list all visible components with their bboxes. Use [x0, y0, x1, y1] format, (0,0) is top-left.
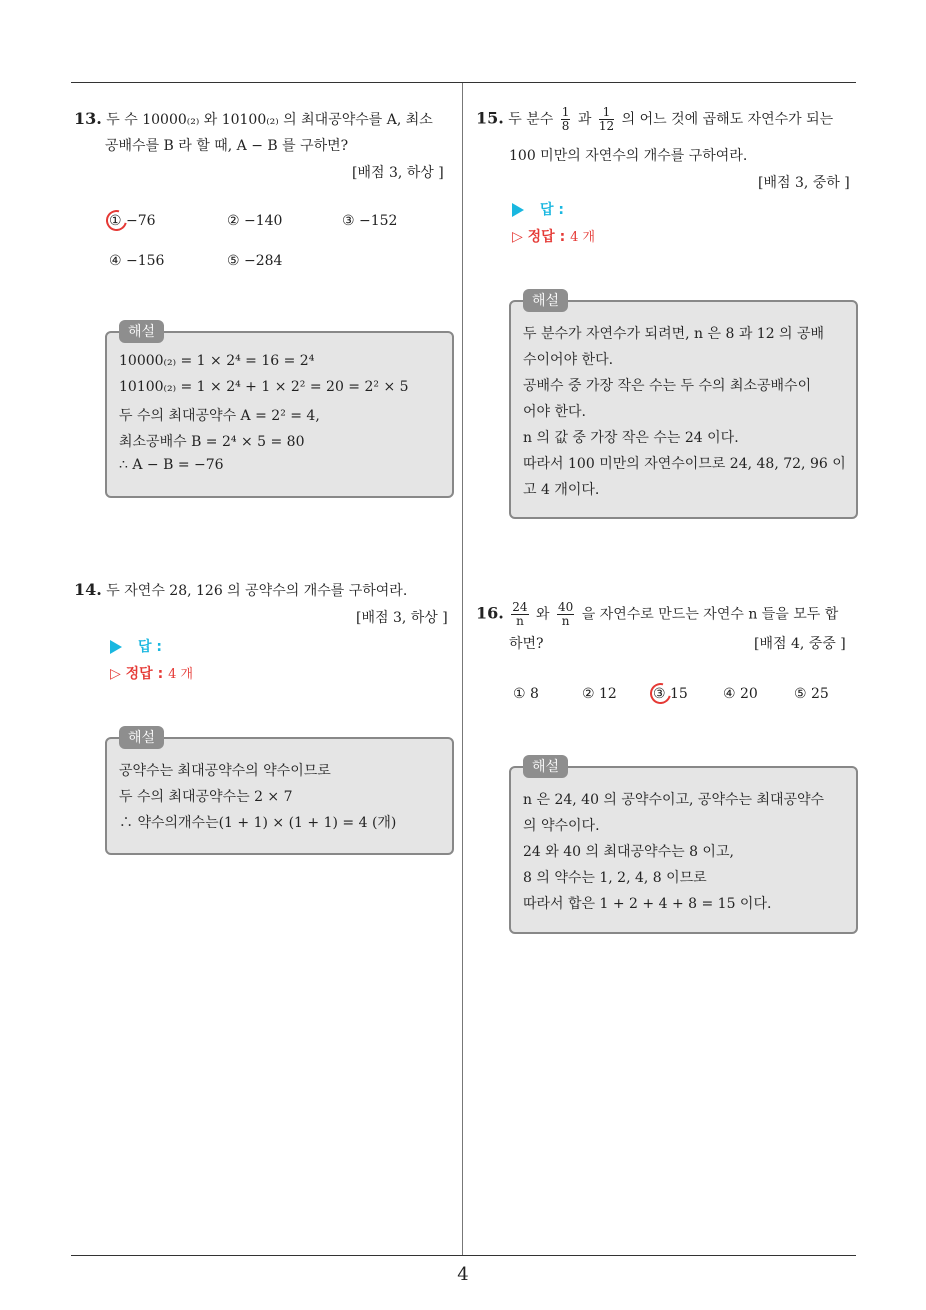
question-text: 을 자연수로 만드는 자연수 n 들을 모두 합 [581, 606, 839, 623]
choice-4[interactable]: ④ −156 [109, 253, 165, 269]
choice-5[interactable]: ⑤ 25 [794, 686, 829, 702]
answer-mark-circle [646, 679, 675, 708]
outline-triangle-icon: ▷ [512, 229, 523, 245]
choice-3[interactable]: ③ 15 [653, 686, 688, 702]
fraction: $\frac{40}{n}$ [558, 600, 574, 628]
score-label: [배점 3, 하상 ] [352, 165, 444, 181]
fraction: $\frac{1}{12}$ [598, 105, 615, 133]
bottom-rule [71, 1255, 856, 1256]
answer-mark-circle [102, 206, 131, 235]
answer-label: 답 : [540, 202, 564, 218]
answer-row[interactable] [110, 636, 162, 656]
correct-answer-row [512, 226, 595, 246]
solution-line: 10100₍₂₎ = 1 × 2⁴ + 1 × 2² = 20 = 2² × 5 [119, 379, 409, 395]
score-label: [배점 3, 하상 ] [356, 610, 448, 626]
solution-box [105, 331, 454, 498]
solution-line: 공약수는 최대공약수의 약수이므로 [119, 763, 331, 779]
question-15-line1 [476, 106, 833, 133]
question-13-line1 [74, 109, 433, 129]
correct-answer-row [110, 663, 193, 683]
solution-line: 24 와 40 의 최대공약수는 8 이고, [523, 844, 734, 860]
fraction: $\frac{1}{8}$ [561, 105, 570, 133]
answer-row[interactable] [512, 199, 564, 219]
question-number: 14. [74, 580, 102, 599]
column-divider [462, 83, 463, 1255]
play-triangle-icon [110, 640, 122, 654]
solution-tag: 해설 [523, 755, 568, 778]
score-label: [배점 3, 중하 ] [758, 175, 850, 191]
top-rule [71, 82, 856, 83]
question-16-line2: 하면? [509, 636, 544, 652]
fraction: $\frac{24}{n}$ [512, 600, 528, 628]
correct-value: 4 개 [570, 230, 596, 245]
question-text: 두 자연수 28, 126 의 공약수의 개수를 구하여라. [106, 583, 408, 599]
solution-line: 따라서 합은 1 + 2 + 4 + 8 = 15 이다. [523, 896, 772, 912]
question-text: 과 [577, 111, 592, 128]
question-number: 15. [476, 108, 504, 128]
solution-line: 10000₍₂₎ = 1 × 2⁴ = 16 = 2⁴ [119, 353, 315, 369]
question-text: 두 분수 [508, 111, 554, 128]
question-13-line2: 공배수를 B 라 할 때, A − B 를 구하면? [105, 138, 349, 154]
choice-1[interactable]: ① 8 [513, 686, 539, 702]
choice-2[interactable]: ② 12 [582, 686, 617, 702]
solution-line: 수이어야 한다. [523, 352, 614, 368]
play-triangle-icon [512, 203, 524, 217]
question-text: 와 [536, 606, 550, 623]
question-15-line2: 100 미만의 자연수의 개수를 구하여라. [509, 148, 748, 164]
question-text: 의 어느 것에 곱해도 자연수가 되는 [621, 111, 834, 128]
solution-box [509, 300, 858, 519]
solution-line: 두 수의 최대공약수 A = 2² = 4, [119, 408, 320, 424]
solution-line: 두 분수가 자연수가 되려면, n 은 8 과 12 의 공배 [523, 326, 825, 342]
question-number: 13. [74, 109, 102, 128]
correct-label: 정답 : [527, 229, 566, 245]
solution-line: n 의 값 중 가장 작은 수는 24 이다. [523, 430, 739, 446]
choice-2[interactable]: ② −140 [227, 213, 283, 229]
correct-label: 정답 : [125, 666, 164, 682]
choice-5[interactable]: ⑤ −284 [227, 253, 283, 269]
answer-label: 답 : [138, 639, 162, 655]
solution-line: 두 수의 최대공약수는 2 × 7 [119, 789, 293, 805]
solution-line: ∴ A − B = −76 [119, 457, 224, 473]
question-text: 두 수 10000₍₂₎ 와 10100₍₂₎ 의 최대공약수를 A, 최소 [106, 112, 433, 128]
score-label: [배점 4, 중중 ] [754, 636, 846, 652]
solution-box [105, 737, 454, 855]
choice-4[interactable]: ④ 20 [723, 686, 758, 702]
question-14-line1 [74, 580, 407, 600]
choice-3[interactable]: ③ −152 [342, 213, 398, 229]
solution-line: 공배수 중 가장 작은 수는 두 수의 최소공배수이 [523, 378, 812, 394]
solution-line: 어야 한다. [523, 404, 586, 420]
solution-box [509, 766, 858, 934]
choice-1[interactable]: ① −76 [109, 213, 156, 229]
outline-triangle-icon: ▷ [110, 666, 121, 682]
correct-value: 4 개 [168, 667, 194, 682]
solution-line: 의 약수이다. [523, 818, 600, 834]
question-16-line1 [476, 601, 838, 628]
solution-line: 8 의 약수는 1, 2, 4, 8 이므로 [523, 870, 707, 886]
solution-line: 고 4 개이다. [523, 482, 600, 498]
solution-tag: 해설 [119, 726, 164, 749]
solution-line: ∴ 약수의개수는(1 + 1) × (1 + 1) = 4 (개) [119, 815, 397, 831]
solution-tag: 해설 [119, 320, 164, 343]
solution-tag: 해설 [523, 289, 568, 312]
question-number: 16. [476, 603, 504, 623]
solution-line: n 은 24, 40 의 공약수이고, 공약수는 최대공약수 [523, 792, 825, 808]
solution-line: 따라서 100 미만의 자연수이므로 24, 48, 72, 96 이 [523, 456, 846, 472]
page-number: 4 [457, 1264, 469, 1285]
solution-line: 최소공배수 B = 2⁴ × 5 = 80 [119, 434, 305, 450]
